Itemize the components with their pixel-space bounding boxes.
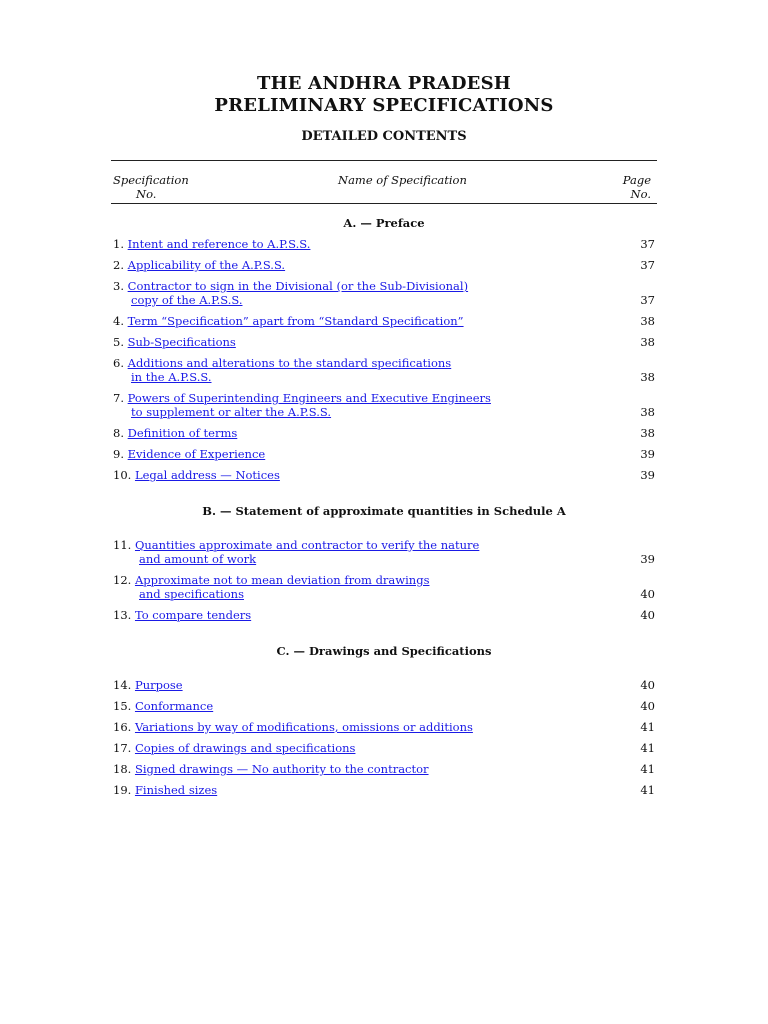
entry-title-link[interactable]: Intent and reference to A.P.S.S.: [127, 237, 311, 251]
entry-number: 4.: [113, 314, 124, 328]
entry-number: 6.: [113, 356, 124, 370]
entry-page-number: 40: [640, 587, 655, 601]
entry-line: [113, 699, 655, 713]
column-header-spec-label: Specification: [113, 173, 189, 187]
entry-number: 16.: [113, 720, 132, 734]
entry-title-link[interactable]: Conformance: [134, 699, 214, 713]
contents-entry: [113, 335, 655, 349]
contents-entry: [113, 258, 655, 272]
contents-entry: [113, 573, 655, 601]
entry-title-link-continued[interactable]: copy of the A.P.S.S.: [131, 293, 243, 307]
contents-entry: [113, 391, 655, 419]
contents-entry: [113, 356, 655, 384]
entry-page-number: 40: [640, 608, 655, 622]
entry-number: 17.: [113, 741, 132, 755]
column-header-spec-no-label: No.: [136, 187, 157, 201]
contents-entry: [113, 678, 655, 692]
entry-line: [113, 258, 655, 272]
entry-title-link-continued[interactable]: and amount of work: [139, 552, 257, 566]
entry-title-link-continued[interactable]: in the A.P.S.S.: [131, 370, 212, 384]
entry-number: 3.: [113, 279, 124, 293]
column-header-page-no-label: No.: [630, 187, 651, 201]
entry-title-link-continued[interactable]: and specifications: [139, 587, 244, 601]
entry-title-link[interactable]: Legal address — Notices: [134, 468, 280, 482]
entry-title-link[interactable]: Quantities approximate and contractor to verify the nature: [134, 538, 480, 552]
entry-continuation: [113, 370, 655, 384]
entry-line: [113, 762, 655, 776]
entry-number: 7.: [113, 391, 124, 405]
entry-number: 19.: [113, 783, 132, 797]
entry-number: 8.: [113, 426, 124, 440]
column-header-page-label: Page: [622, 173, 651, 187]
entry-line: [113, 468, 655, 482]
entry-page-number: 39: [640, 552, 655, 566]
entry-page-number: 40: [640, 699, 655, 713]
column-header-page-no: [623, 173, 651, 201]
entry-page-number: 39: [640, 468, 655, 482]
entry-continuation: [113, 293, 655, 307]
contents-entry: [113, 279, 655, 307]
entry-page-number: 41: [640, 741, 655, 755]
entry-title-link-continued[interactable]: to supplement or alter the A.P.S.S.: [131, 405, 332, 419]
entry-number: 11.: [113, 538, 132, 552]
entry-title-link[interactable]: Definition of terms: [127, 426, 238, 440]
entry-page-number: 38: [640, 405, 655, 419]
entry-line: [113, 356, 655, 370]
entry-number: 12.: [113, 573, 132, 587]
contents-entry: [113, 720, 655, 734]
header-top-rule: [111, 160, 657, 161]
entry-title-link[interactable]: Evidence of Experience: [127, 447, 266, 461]
contents-entry: [113, 426, 655, 440]
entry-page-number: 41: [640, 720, 655, 734]
entry-line: [113, 279, 655, 293]
section-heading-a: A. — Preface: [343, 216, 425, 230]
entry-title-link[interactable]: Purpose: [134, 678, 183, 692]
entry-number: 10.: [113, 468, 132, 482]
entry-page-number: 41: [640, 783, 655, 797]
contents-entry: [113, 468, 655, 482]
entry-title-link[interactable]: Contractor to sign in the Divisional (or the Sub-Divisional): [127, 279, 469, 293]
document-title-line1: THE ANDHRA PRADESH: [256, 73, 511, 94]
entry-continuation: [113, 587, 655, 601]
column-header-spec-no: [113, 173, 189, 201]
entry-line: [113, 538, 655, 552]
entry-number: 1.: [113, 237, 124, 251]
entry-number: 9.: [113, 447, 124, 461]
entry-number: 5.: [113, 335, 124, 349]
contents-heading: DETAILED CONTENTS: [301, 129, 467, 144]
entry-number: 18.: [113, 762, 132, 776]
entry-page-number: 41: [640, 762, 655, 776]
entry-page-number: 38: [640, 370, 655, 384]
entry-number: 2.: [113, 258, 124, 272]
entry-title-link[interactable]: Applicability of the A.P.S.S.: [127, 258, 286, 272]
entry-number: 15.: [113, 699, 132, 713]
entry-line: [113, 573, 655, 587]
entry-title-link[interactable]: To compare tenders: [134, 608, 252, 622]
contents-entry: [113, 538, 655, 566]
entry-line: [113, 447, 655, 461]
column-header-name: Name of Specification: [338, 173, 467, 187]
entry-continuation: [113, 552, 655, 566]
entry-line: [113, 608, 655, 622]
entry-page-number: 37: [640, 237, 655, 251]
entry-title-link[interactable]: Variations by way of modifications, omissions or additions: [134, 720, 473, 734]
entry-title-link[interactable]: Copies of drawings and specifications: [134, 741, 356, 755]
entry-title-link[interactable]: Signed drawings — No authority to the contractor: [134, 762, 429, 776]
entry-line: [113, 678, 655, 692]
entry-line: [113, 314, 655, 328]
entry-number: 14.: [113, 678, 132, 692]
entry-title-link[interactable]: Finished sizes: [134, 783, 218, 797]
entry-title-link[interactable]: Additions and alterations to the standard specifications: [127, 356, 452, 370]
contents-entry: [113, 237, 655, 251]
entry-line: [113, 741, 655, 755]
header-bottom-rule: [111, 203, 657, 204]
entry-line: [113, 783, 655, 797]
entry-title-link[interactable]: Powers of Superintending Engineers and Executive Engineers: [127, 391, 491, 405]
contents-entry: [113, 741, 655, 755]
document-title-line2: PRELIMINARY SPECIFICATIONS: [214, 95, 554, 116]
entry-title-link[interactable]: Approximate not to mean deviation from drawings: [134, 573, 430, 587]
section-heading-b: B. — Statement of approximate quantities in Schedule A: [202, 504, 566, 518]
entry-page-number: 37: [640, 258, 655, 272]
entry-page-number: 38: [640, 314, 655, 328]
entry-title-link[interactable]: Term “Specification” apart from “Standard Specification”: [127, 314, 464, 328]
entry-page-number: 40: [640, 678, 655, 692]
entry-page-number: 38: [640, 335, 655, 349]
entry-page-number: 38: [640, 426, 655, 440]
entry-page-number: 37: [640, 293, 655, 307]
entry-title-link[interactable]: Sub-Specifications: [127, 335, 236, 349]
contents-entry: [113, 783, 655, 797]
entry-number: 13.: [113, 608, 132, 622]
entry-line: [113, 720, 655, 734]
contents-entry: [113, 447, 655, 461]
section-heading-c: C. — Drawings and Specifications: [276, 644, 492, 658]
entry-line: [113, 335, 655, 349]
entry-continuation: [113, 405, 655, 419]
contents-entry: [113, 762, 655, 776]
contents-entry: [113, 699, 655, 713]
entry-line: [113, 237, 655, 251]
entry-line: [113, 426, 655, 440]
entry-page-number: 39: [640, 447, 655, 461]
contents-entry: [113, 608, 655, 622]
contents-entry: [113, 314, 655, 328]
entry-line: [113, 391, 655, 405]
